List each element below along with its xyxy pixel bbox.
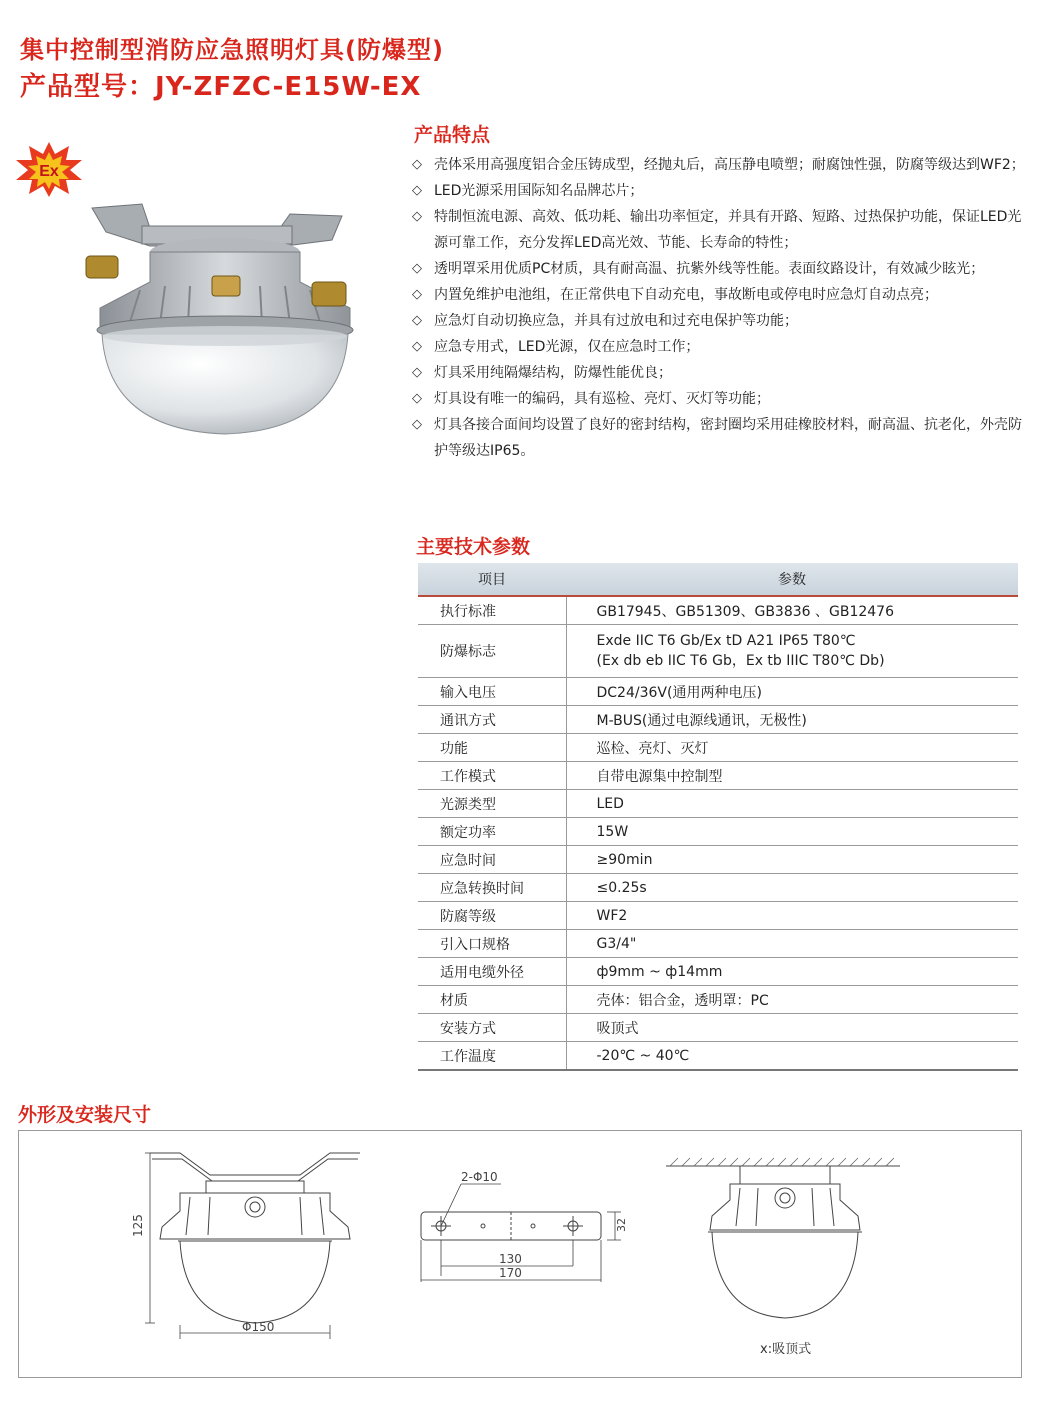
spec-item-cell: 光源类型 [418, 790, 566, 818]
feature-text: 应急灯自动切换应急，并具有过放电和过充电保护等功能； [434, 313, 798, 329]
product-model: 产品型号：JY-ZFZC-E15W-EX [20, 72, 422, 102]
spec-row [418, 874, 1018, 902]
feature-item [412, 204, 1032, 256]
holes-dimension-label: 2-Φ10 [461, 1170, 498, 1184]
spec-value-cell: ≤0.25s [566, 874, 1018, 902]
spec-row [418, 930, 1018, 958]
spec-value-cell: WF2 [566, 902, 1018, 930]
specs-heading: 主要技术参数 [416, 536, 531, 558]
spec-table-header [418, 563, 1018, 596]
feature-text: 灯具采用纯隔爆结构，防爆性能优良； [434, 365, 672, 381]
mount-caption: x:吸顶式 [760, 1342, 812, 1357]
spec-value-cell [566, 625, 1018, 678]
spec-value-cell: GB17945、GB51309、GB3836 、GB12476 [566, 596, 1018, 625]
diamond-bullet-icon: ◇ [412, 287, 422, 302]
feature-text: LED光源采用国际知名品牌芯片； [434, 183, 644, 199]
spec-item-cell: 工作模式 [418, 762, 566, 790]
diamond-bullet-icon: ◇ [412, 261, 422, 276]
diamond-bullet-icon: ◇ [412, 183, 422, 198]
height-dimension-label: 125 [131, 1214, 145, 1237]
feature-item [412, 412, 1032, 464]
inner-span-label: 130 [499, 1252, 522, 1266]
spec-item-cell: 输入电压 [418, 678, 566, 706]
spec-row [418, 986, 1018, 1014]
spec-item-cell: 工作温度 [418, 1042, 566, 1071]
spec-value-cell: 吸顶式 [566, 1014, 1018, 1042]
spec-item-cell: 功能 [418, 734, 566, 762]
spec-value-cell: 自带电源集中控制型 [566, 762, 1018, 790]
spec-table [418, 563, 1018, 1071]
spec-row [418, 678, 1018, 706]
feature-item [412, 152, 1032, 178]
feature-text: 灯具设有唯一的编码，具有巡检、亮灯、灭灯等功能； [434, 391, 770, 407]
spec-item-cell: 适用电缆外径 [418, 958, 566, 986]
spec-value-cell: DC24/36V(通用两种电压) [566, 678, 1018, 706]
feature-text: 灯具各接合面间均设置了良好的密封结构，密封圈均采用硅橡胶材料，耐高温、抗老化，外壳防护等级达IP65。 [434, 417, 1022, 459]
feature-item [412, 282, 1032, 308]
spec-value-cell: 巡检、亮灯、灭灯 [566, 734, 1018, 762]
spec-value-cell: G3/4" [566, 930, 1018, 958]
feature-text: 应急专用式，LED光源，仅在应急时工作； [434, 339, 700, 355]
spec-row [418, 734, 1018, 762]
features-heading: 产品特点 [414, 124, 491, 146]
diamond-bullet-icon: ◇ [412, 157, 422, 172]
diamond-bullet-icon: ◇ [412, 209, 422, 224]
badge-text: Ex [39, 163, 59, 180]
col-param-header: 参数 [566, 563, 1018, 596]
product-photo [80, 190, 370, 440]
spec-item-cell: 通讯方式 [418, 706, 566, 734]
spec-item-cell: 额定功率 [418, 818, 566, 846]
feature-item [412, 334, 1032, 360]
spec-row [418, 1014, 1018, 1042]
spec-row [418, 902, 1018, 930]
spec-row [418, 596, 1018, 625]
diamond-bullet-icon: ◇ [412, 365, 422, 380]
spec-value-cell: ≥90min [566, 846, 1018, 874]
feature-item [412, 308, 1032, 334]
spec-value-line: (Ex db eb IIC T6 Gb，Ex tb IIIC T80℃ Db) [596, 653, 885, 669]
spec-item-cell: 执行标准 [418, 596, 566, 625]
feature-item [412, 178, 1032, 204]
spec-value-cell: -20℃ ~ 40℃ [566, 1042, 1018, 1071]
spec-value-cell: M-BUS(通过电源线通讯，无极性) [566, 706, 1018, 734]
spec-value-cell: LED [566, 790, 1018, 818]
spec-item-cell: 防腐等级 [418, 902, 566, 930]
width-dimension-label: 32 [615, 1218, 628, 1232]
spec-item-cell: 材质 [418, 986, 566, 1014]
feature-text: 透明罩采用优质PC材质，具有耐高温、抗紫外线等性能。表面纹路设计，有效减少眩光； [434, 261, 985, 277]
spec-item-cell: 应急转换时间 [418, 874, 566, 902]
bracket-drawing [415, 1170, 635, 1300]
diamond-bullet-icon: ◇ [412, 417, 422, 432]
spec-item-cell: 安装方式 [418, 1014, 566, 1042]
spec-row [418, 1042, 1018, 1071]
feature-item [412, 386, 1032, 412]
spec-item-cell: 引入口规格 [418, 930, 566, 958]
spec-value-cell: 壳体：铝合金，透明罩：PC [566, 986, 1018, 1014]
dimensions-heading: 外形及安装尺寸 [18, 1104, 152, 1126]
spec-row [418, 818, 1018, 846]
feature-item [412, 256, 1032, 282]
product-title: 集中控制型消防应急照明灯具(防爆型) [20, 36, 444, 64]
spec-row [418, 625, 1018, 678]
spec-item-cell: 防爆标志 [418, 625, 566, 678]
ex-explosion-badge-icon [14, 140, 84, 198]
spec-row [418, 706, 1018, 734]
diamond-bullet-icon: ◇ [412, 391, 422, 406]
features-list [412, 152, 1032, 464]
feature-text: 特制恒流电源、高效、低功耗、输出功率恒定，并具有开路、短路、过热保护功能，保证LED光源可靠工作，充分发挥LED高光效、节能、长寿命的特性； [434, 209, 1022, 251]
spec-value-cell: ф9mm ~ ф14mm [566, 958, 1018, 986]
spec-value-line: Exde IIC T6 Gb/Ex tD A21 IP65 T80℃ [596, 633, 856, 649]
spec-row [418, 958, 1018, 986]
outer-span-label: 170 [499, 1266, 522, 1280]
spec-row [418, 762, 1018, 790]
ceiling-mount-drawing [660, 1150, 910, 1340]
diamond-bullet-icon: ◇ [412, 313, 422, 328]
spec-row [418, 790, 1018, 818]
spec-value-cell: 15W [566, 818, 1018, 846]
diameter-dimension-label: Φ150 [242, 1320, 275, 1334]
spec-row [418, 846, 1018, 874]
side-view-drawing [120, 1145, 380, 1345]
diamond-bullet-icon: ◇ [412, 339, 422, 354]
spec-item-cell: 应急时间 [418, 846, 566, 874]
feature-text: 内置免维护电池组，在正常供电下自动充电，事故断电或停电时应急灯自动点亮； [434, 287, 938, 303]
feature-item [412, 360, 1032, 386]
col-item-header: 项目 [418, 563, 566, 596]
feature-text: 壳体采用高强度铝合金压铸成型，经抛丸后，高压静电喷塑；耐腐蚀性强，防腐等级达到WF2； [434, 157, 1025, 173]
